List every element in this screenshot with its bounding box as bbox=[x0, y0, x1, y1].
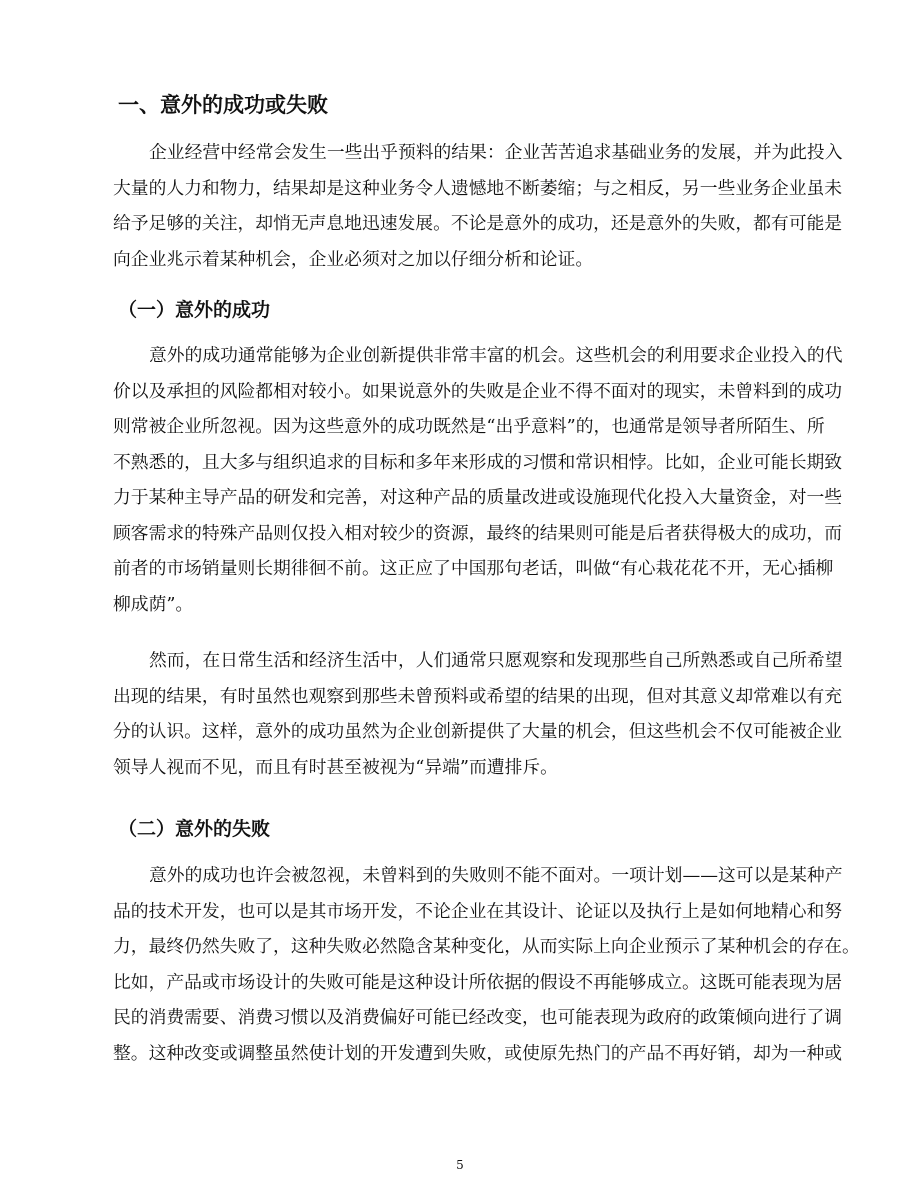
paragraph-line: 出现的结果，有时虽然也观察到那些未曾预料或希望的结果的出现，但对其意义却常难以有充 bbox=[113, 685, 843, 707]
paragraph-line: 大量的人力和物力，结果却是这种业务令人遗憾地不断萎缩；与之相反，另一些业务企业虽未 bbox=[113, 177, 843, 199]
paragraph-line: 企业经营中经常会发生一些出乎预料的结果：企业苦苦追求基础业务的发展，并为此投入 bbox=[149, 142, 843, 163]
paragraph-line: 比如，产品或市场设计的失败可能是这种设计所依据的假设不再能够成立。这既可能表现为居 bbox=[113, 971, 843, 993]
paragraph-line: 领导人视而不见，而且有时甚至被视为“异端”而遭排斥。 bbox=[113, 756, 558, 778]
subsection-heading-failure: （二）意外的失败 bbox=[118, 818, 271, 840]
page-number: 5 bbox=[456, 1158, 464, 1172]
paragraph-line: 民的消费需要、消费习惯以及消费偏好可能已经改变，也可能表现为政府的政策倾向进行了调 bbox=[113, 1007, 843, 1028]
paragraph-line: 意外的成功通常能够为企业创新提供非常丰富的机会。这些机会的利用要求企业投入的代 bbox=[149, 345, 843, 366]
paragraph-line: 力，最终仍然失败了，这种失败必然隐含某种变化，从而实际上向企业预示了某种机会的存在。 bbox=[113, 936, 860, 957]
paragraph-line: 品的技术开发，也可以是其市场开发，不论企业在其设计、论证以及执行上是如何地精心和努 bbox=[113, 900, 843, 922]
success-paragraph-1 bbox=[113, 338, 843, 622]
paragraph-line: 向企业兆示着某种机会，企业必须对之加以仔细分析和论证。 bbox=[113, 248, 594, 270]
paragraph-line: 力于某种主导产品的研发和完善，对这种产品的质量改进或设施现代化投入大量资金，对一些 bbox=[113, 487, 843, 508]
paragraph-line: 分的认识。这样，意外的成功虽然为企业创新提供了大量的机会，但这些机会不仅可能被企业 bbox=[113, 721, 843, 742]
paragraph-line: 给予足够的关注，却悄无声息地迅速发展。不论是意外的成功，还是意外的失败，都有可能是 bbox=[113, 213, 843, 234]
paragraph-line: 意外的成功也许会被忽视，未曾料到的失败则不能不面对。一项计划——这可以是某种产 bbox=[149, 865, 843, 886]
paragraph-line: 柳成荫”。 bbox=[113, 593, 194, 615]
paragraph-line: 顾客需求的特殊产品则仅投入相对较少的资源，最终的结果则可能是后者获得极大的成功，而 bbox=[113, 522, 843, 544]
section-heading-main: 一、意外的成功或失败 bbox=[118, 93, 328, 117]
failure-paragraph-1 bbox=[113, 858, 860, 1071]
success-paragraph-2 bbox=[113, 643, 843, 785]
intro-paragraph bbox=[113, 135, 843, 277]
paragraph-line: 不熟悉的，且大多与组织追求的目标和多年来形成的习惯和常识相悖。比如，企业可能长期致 bbox=[113, 451, 843, 473]
paragraph-line: 然而，在日常生活和经济生活中，人们通常只愿观察和发现那些自己所熟悉或自己所希望 bbox=[149, 650, 843, 671]
paragraph-line: 价以及承担的风险都相对较小。如果说意外的失败是企业不得不面对的现实，未曾料到的成功 bbox=[113, 380, 843, 402]
paragraph-line: 前者的市场销量则长期徘徊不前。这正应了中国那句老话，叫做“有心栽花花不开，无心插柳 bbox=[113, 558, 834, 579]
paragraph-line: 整。这种改变或调整虽然使计划的开发遭到失败，或使原先热门的产品不再好销，却为一种或 bbox=[113, 1042, 843, 1064]
subsection-heading-success: （一）意外的成功 bbox=[118, 299, 271, 321]
paragraph-line: 则常被企业所忽视。因为这些意外的成功既然是“出乎意料”的，也通常是领导者所陌生、所 bbox=[113, 416, 825, 437]
